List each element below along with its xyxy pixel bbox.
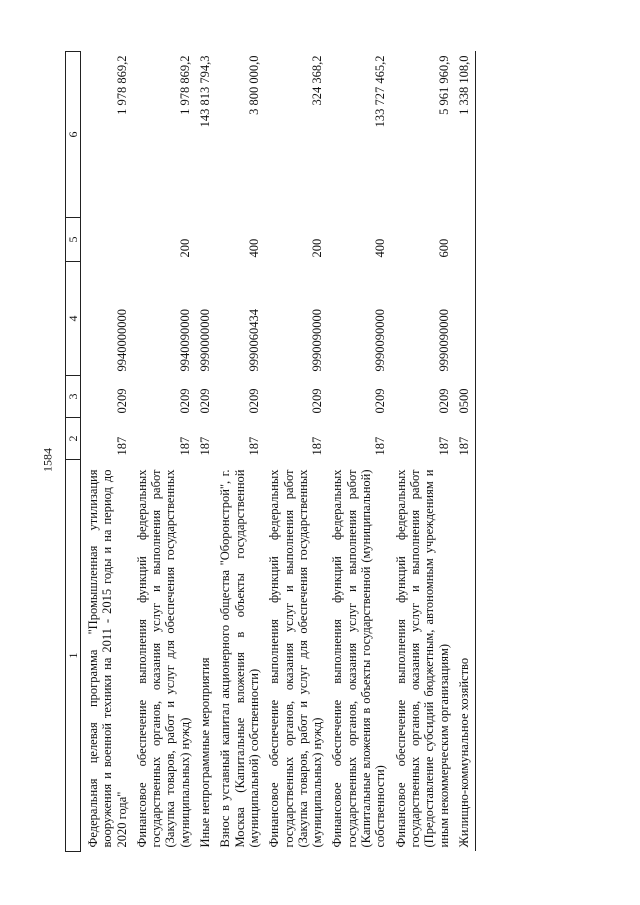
row-section-code: 0209 [310, 388, 325, 414]
row-ministry-code: 187 [114, 436, 129, 456]
budget-table [65, 51, 476, 852]
table-body [81, 52, 476, 852]
row-target-code: 9990090000 [436, 309, 451, 372]
row-target-code [455, 262, 476, 376]
row-amount: 1 978 869,2 [114, 55, 129, 115]
row-amount: 1 338 108,0 [455, 52, 476, 218]
row-section-code: 0209 [246, 388, 261, 414]
row-expense-type: 200 [310, 238, 325, 258]
row-expense-type: 400 [246, 238, 261, 258]
row-expense-type: 200 [177, 238, 192, 258]
row-ministry-code: 187 [373, 436, 388, 456]
row-section-code: 0209 [198, 388, 213, 414]
column-header-5: 5 [66, 218, 81, 262]
row-section-code: 0209 [114, 388, 129, 414]
row-target-code: 9990000000 [198, 309, 213, 372]
row-amount: 133 727 465,2 [373, 55, 388, 128]
row-expense-type [196, 218, 216, 262]
table-row [216, 52, 265, 852]
row-amount: 143 813 794,3 [198, 55, 213, 128]
row-expense-type [81, 218, 133, 262]
row-name: Взнос в уставный капитал акционерного общества "Оборонстрой", г. Москва (Капитальные вложения в объекты государственной (муниципальной) собственности) [218, 469, 261, 848]
row-target-code: 9940090000 [177, 309, 192, 372]
row-target-code: 9990090000 [373, 309, 388, 372]
row-name: Финансовое обеспечение выполнения функций федеральных государственных органов, оказания услуг и выполнения работ (Капитальные вложения в объекты государственной (муниципальной) собственности) [330, 469, 388, 848]
row-ministry-code: 187 [177, 436, 192, 456]
column-header-2: 2 [66, 418, 81, 460]
table-row [455, 52, 476, 852]
table-row [265, 52, 328, 852]
row-section-code: 0209 [373, 388, 388, 414]
table-row [328, 52, 391, 852]
row-name: Финансовое обеспечение выполнения функций федеральных государственных органов, оказания услуг и выполнения работ (Закупка товаров, работ и услуг для обеспечения государственных (муниципальных) нужд) [134, 469, 192, 848]
row-section-code: 0209 [436, 388, 451, 414]
table-row [81, 52, 133, 852]
row-name: Финансовое обеспечение выполнения функций федеральных государственных органов, оказания услуг и выполнения работ (Закупка товаров, работ и услуг для обеспечения государственных (муниципальных) нужд) [267, 469, 325, 848]
column-header-6: 6 [66, 52, 81, 218]
row-expense-type: 400 [373, 238, 388, 258]
table-row [392, 52, 455, 852]
row-amount: 3 800 000,0 [246, 55, 261, 115]
column-header-1: 1 [66, 460, 81, 852]
row-amount: 1 978 869,2 [177, 55, 192, 115]
row-target-code: 9940000000 [114, 309, 129, 372]
row-section-code: 0209 [177, 388, 192, 414]
row-name: Жилищно-коммунальное хозяйство [455, 460, 476, 852]
row-ministry-code: 187 [455, 418, 476, 460]
row-name: Финансовое обеспечение выполнения функций федеральных государственных органов, оказания услуг и выполнения работ (Предоставление субсидий бюджетным, автономным учреждениям и иным некоммерческим организациям) [393, 469, 451, 848]
row-section-code: 0500 [455, 376, 476, 418]
table-row [133, 52, 196, 852]
table-row [196, 52, 216, 852]
row-ministry-code: 187 [198, 436, 213, 456]
column-header-3: 3 [66, 376, 81, 418]
row-amount: 324 368,2 [310, 55, 325, 106]
column-header-4: 4 [66, 262, 81, 376]
row-name: Иные непрограммные мероприятия [198, 657, 213, 848]
row-ministry-code: 187 [436, 436, 451, 456]
row-name: Федеральная целевая программа "Промышленная утилизация вооружения и военной техники на 2011 - 2015 годы и на период до 2020 года" [86, 469, 129, 848]
row-target-code: 9990060434 [246, 309, 261, 372]
row-ministry-code: 187 [310, 436, 325, 456]
row-expense-type [455, 218, 476, 262]
row-amount: 5 961 960,9 [436, 55, 451, 115]
table-header [66, 52, 81, 852]
row-ministry-code: 187 [246, 436, 261, 456]
budget-sheet [65, 52, 575, 852]
row-expense-type: 600 [436, 238, 451, 258]
row-target-code: 9990090000 [310, 309, 325, 372]
page-number: 1584 [40, 448, 55, 472]
